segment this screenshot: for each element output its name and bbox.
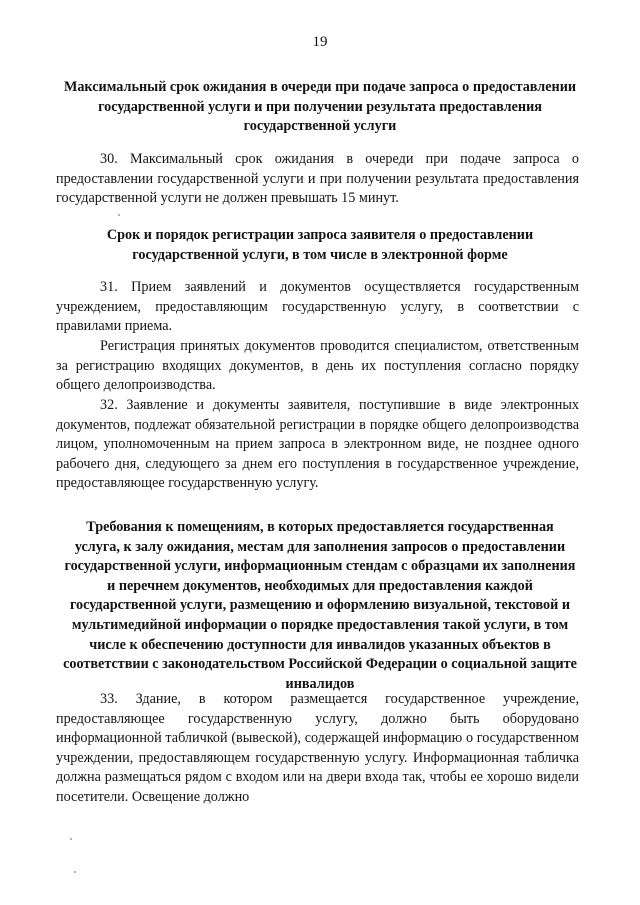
paragraph-30: 30. Максимальный срок ожидания в очереди при подаче запроса о предоставлении государственной услуги и при получении результата предоставления государственной услуги не должен превышать 15 минут. [56, 151, 579, 207]
paragraph-33: 33. Здание, в котором размещается государственное учреждение, предоставляющее государственную услугу, должно быть оборудовано информационной табличкой (вывеской), содержащей информацию о государственном учреждении, предоставляющем государственную услугу. Информационная табличка должна размещаться рядом с входом или на двери входа так, чтобы ее хорошо видели посетители. Освещение должно [56, 691, 579, 805]
scan-speck [74, 871, 76, 873]
section-heading-registration: Срок и порядок регистрации запроса заявителя о предоставлении государственной услуги, в том числе в электронной форме [106, 227, 534, 263]
section-heading-waiting-time: Максимальный срок ожидания в очереди при подаче запроса о предоставлении государственной услуги и при получении результата предоставления государственной услуги [63, 79, 577, 135]
paragraph-32: 32. Заявление и документы заявителя, поступившие в виде электронных документов, подлежат обязательной регистрации в порядке общего делопроизводства лицом, уполномоченным на прием запроса в электронном виде, не позднее одного рабочего дня, следующего за днем его поступления в государственное учреждение, предоставляющее государственную услугу. [56, 397, 579, 492]
scan-speck [70, 838, 72, 840]
section-heading-premises-requirements: Требования к помещениям, в которых предоставляется государственная услуга, к залу ожидания, местам для заполнения запросов о предоставлении государственной услуги, информационным стендам с образцами их заполнения и перечнем документов, необходимых для предоставления каждой государственной услуги, размещению и оформлению визуальной, текстовой и мультимедийной информации о порядке предоставления такой услуги, в том числе к обеспечению доступности для инвалидов указанных объектов в соответствии с законодательством Российской Федерации о социальной защите инвалидов [63, 519, 577, 692]
page-number: 19 [312, 34, 328, 50]
paragraph-registration: Регистрация принятых документов проводится специалистом, ответственным за регистрацию входящих документов, в день их поступления согласно порядку общего делопроизводства. [56, 338, 579, 394]
scan-speck [118, 214, 120, 216]
paragraph-31: 31. Прием заявлений и документов осуществляется государственным учреждением, предоставляющим государственную услугу, в соответствии с правилами приема. [56, 279, 579, 335]
